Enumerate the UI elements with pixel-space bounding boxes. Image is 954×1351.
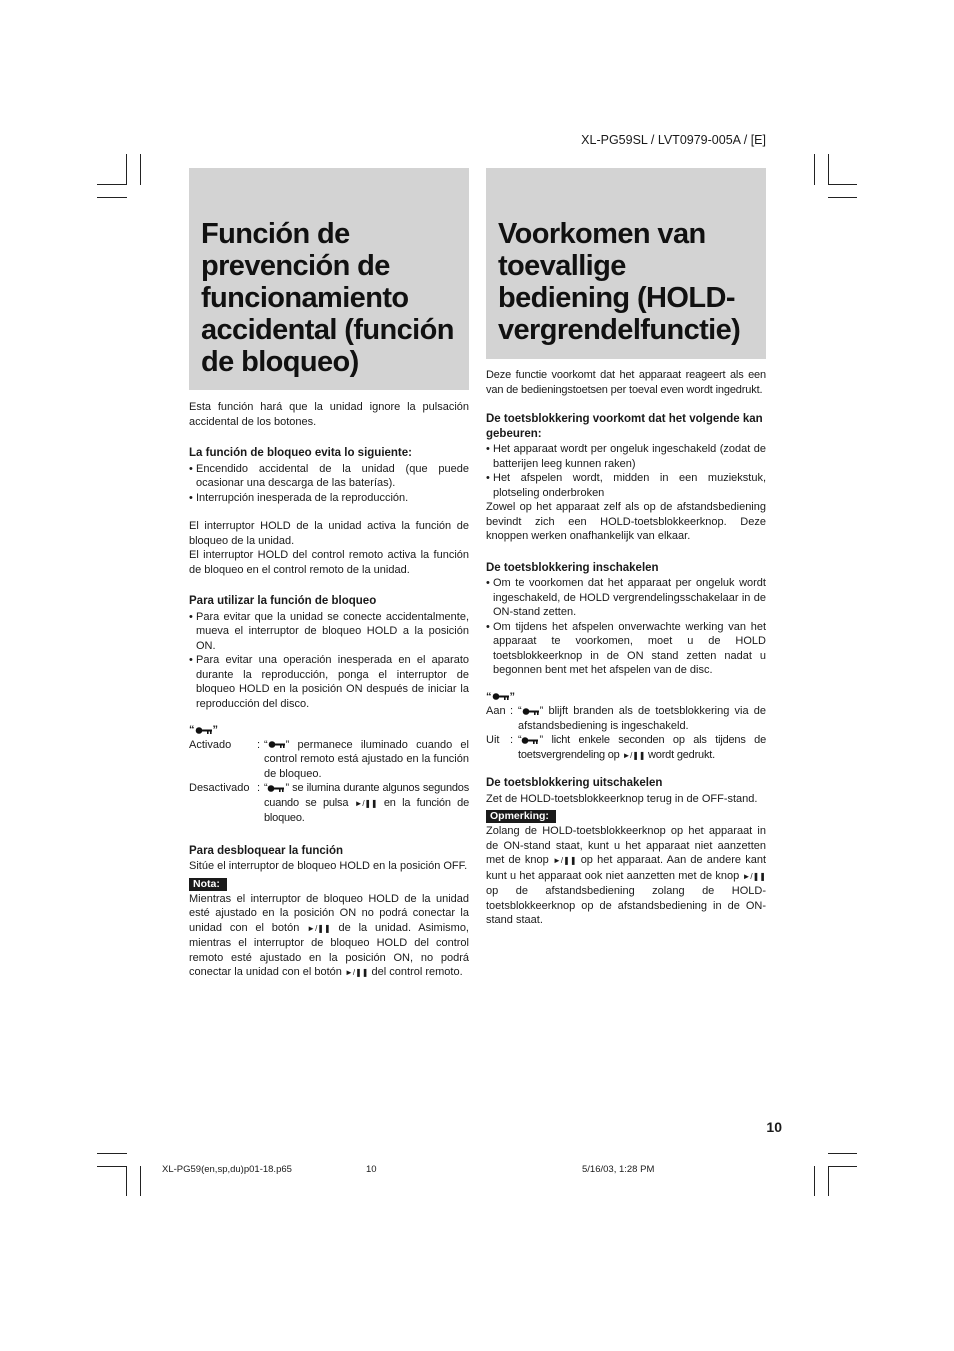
note-text: Zolang de HOLD-toetsblokkeerknop op het apparaat in de ON-stand staat, kunt u het apparaat niet aanzetten met de knop ►/❚❚ op het apparaat. Aan de andere kant kunt u het apparaat ook niet aanzetten met de knop ►/❚❚ op de afstandsbediening zolang de HOLD-toetsblokkeerknop op de afstandsbediening in de ON-stand staat. xyxy=(486,825,767,926)
list-item: • Interrupción inesperada de la reproducción. xyxy=(189,491,469,506)
definition-term: Aan xyxy=(486,705,506,717)
paragraph: Sitúe el interruptor de bloqueo HOLD en la posición OFF. xyxy=(189,860,468,872)
bullet-list xyxy=(189,462,469,506)
definition-text: “ ” permanece iluminado cuando el control remoto está ajustado en la función de bloqueo. xyxy=(264,738,469,780)
footer-page: 10 xyxy=(366,1164,377,1175)
paragraph: Zet de HOLD-toetsblokkeerknop terug in de OFF-stand. xyxy=(486,792,758,805)
section-heading: De toetsblokkering uitschakelen xyxy=(486,777,663,789)
play-pause-icon: ►/❚❚ xyxy=(552,856,577,865)
definition-term: Activado xyxy=(189,738,232,751)
bullet-list xyxy=(189,610,469,712)
definition-row: Desactivado : “ ” se ilumina durante algunos segundos cuando se pulsa ►/❚❚ en la función de bloqueo. xyxy=(189,782,469,824)
key-icon xyxy=(492,692,510,701)
bullet-list xyxy=(486,576,766,678)
play-pause-icon: ►/❚❚ xyxy=(344,968,369,977)
key-icon xyxy=(521,736,539,745)
list-item: • Om tijdens het afspelen onverwachte werking van het apparaat te voorkomen, moet u de HOLD toetsblokkeerknop in de ON stand zetten nadat u begonnen bent met het afspelen van de disc. xyxy=(486,620,766,678)
key-symbol-heading: “ ” xyxy=(486,690,515,703)
list-item: • Para evitar una operación inesperada en el aparato durante la reproducción, ponga el interruptor de bloqueo HOLD en la posición ON después de iniciar la reproducción del disco. xyxy=(189,653,469,711)
definition-term: Uit xyxy=(486,734,500,746)
document-code: XL-PG59SL / LVT0979-005A / [E] xyxy=(581,133,766,147)
definition-text: “ ” licht enkele seconden op als tijdens de toetsvergrendeling op ►/❚❚ wordt gedrukt. xyxy=(518,734,766,761)
play-pause-icon: ►/❚❚ xyxy=(307,923,331,933)
section-heading: Para desbloquear la función xyxy=(189,844,344,857)
section-title-spanish: Función de prevención de funcionamiento accidental (función de bloqueo) xyxy=(201,218,454,378)
bullet-list xyxy=(486,442,766,500)
section-heading: La función de bloqueo evita lo siguiente: xyxy=(189,447,412,459)
play-pause-icon: ►/❚❚ xyxy=(742,871,766,881)
dutch-column xyxy=(486,368,766,928)
key-icon xyxy=(522,707,540,716)
list-item: • Encendido accidental de la unidad (que puede ocasionar una descarga de las baterías). xyxy=(189,462,469,491)
play-pause-icon: ►/❚❚ xyxy=(354,798,378,808)
note-label: Nota: xyxy=(189,878,227,891)
title-box-dutch xyxy=(486,168,766,359)
footer-datetime: 5/16/03, 1:28 PM xyxy=(582,1164,655,1175)
key-icon xyxy=(267,784,285,793)
paragraph: El interruptor HOLD de la unidad activa la función de bloqueo de la unidad. xyxy=(189,520,469,547)
intro-text: Esta función hará que la unidad ignore la pulsación accidental de los botones. xyxy=(189,401,469,428)
definition-row: Aan : “ ” blijft branden als de toetsblokkering via de afstandsbediening is ingeschakeld. xyxy=(486,705,766,732)
section-heading: Para utilizar la función de bloqueo xyxy=(189,595,377,607)
key-icon xyxy=(195,726,213,735)
footer-filename: XL-PG59(en,sp,du)p01-18.p65 xyxy=(162,1164,292,1175)
spanish-column xyxy=(189,400,469,981)
key-icon xyxy=(268,740,286,749)
list-item: • Het afspelen wordt, midden in een muziekstuk, plotseling onderbroken xyxy=(486,471,766,500)
definition-term: Desactivado xyxy=(189,782,250,794)
list-item: • Het apparaat wordt per ongeluk ingeschakeld (zodat de batterijen leeg kunnen raken) xyxy=(486,442,766,471)
definition-row: Activado : “ ” permanece iluminado cuando el control remoto está ajustado en la función de bloqueo. xyxy=(189,738,469,780)
section-heading: De toetsblokkering voorkomt dat het volgende kan gebeuren: xyxy=(486,413,763,440)
list-item: • Om te voorkomen dat het apparaat per ongeluk wordt ingeschakeld, de HOLD vergrendelingsschakelaar in de ON-stand zetten. xyxy=(486,576,766,620)
section-heading: De toetsblokkering inschakelen xyxy=(486,561,659,574)
paragraph: El interruptor HOLD del control remoto activa la función de bloqueo en el control remoto de la unidad. xyxy=(189,549,469,576)
note-text: Mientras el interruptor de bloqueo HOLD de la unidad esté ajustado en la posición ON no podrá conectar la unidad con el botón ►/❚❚ de la unidad. Asimismo, mientras el interruptor de bloqueo HOLD del control remoto esté ajustado en la posición ON, no podrá conectar la unidad con el botón ►/❚❚ del control remoto. xyxy=(189,892,469,978)
section-title-dutch: Voorkomen van toevallige bediening (HOLD-vergrendelfunctie) xyxy=(498,218,741,346)
note-label: Opmerking: xyxy=(486,810,556,823)
key-symbol-heading: “ ” xyxy=(189,724,218,736)
intro-text: Deze functie voorkomt dat het apparaat reageert als een van de bedieningstoetsen per toeval even wordt ingedrukt. xyxy=(486,369,766,396)
definition-text: “ ” blijft branden als de toetsblokkering via de afstandsbediening is ingeschakeld. xyxy=(518,705,766,732)
page-number: 10 xyxy=(766,1119,782,1135)
definition-text: “ ” se ilumina durante algunos segundos cuando se pulsa ►/❚❚ en la función de bloqueo. xyxy=(264,782,469,824)
list-item: • Para evitar que la unidad se conecte accidentalmente, mueva el interruptor de bloqueo HOLD a la posición ON. xyxy=(189,610,469,654)
paragraph: Zowel op het apparaat zelf als op de afstandsbediening bevindt zich een HOLD-toetsblokkeerknop. Deze knoppen werken onafhankelijk van elkaar. xyxy=(486,501,766,542)
title-box-spanish xyxy=(189,168,469,390)
play-pause-icon: ►/❚❚ xyxy=(622,750,646,760)
definition-row: Uit : “ ” licht enkele seconden op als tijdens de toetsvergrendeling op ►/❚❚ wordt gedrukt. xyxy=(486,733,766,763)
